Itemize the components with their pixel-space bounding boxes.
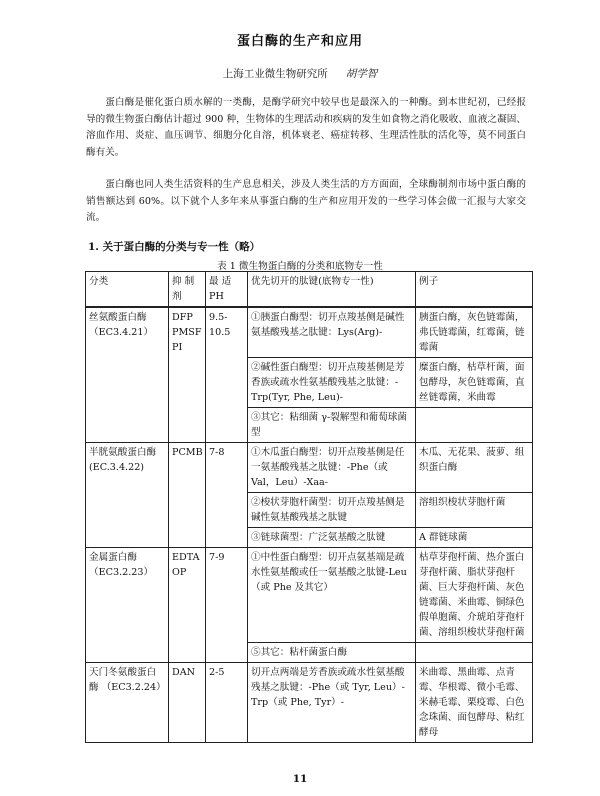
category-cell: 天门冬氨酸蛋白酶 （EC3.2.24） [86, 663, 169, 743]
specificity-cell: ①中性蛋白酶型：切开点氨基端是疏水性氨基酸或任一氨基酸之肽键-Leu（或 Phe 及其它） [248, 548, 416, 643]
table-row [86, 548, 533, 643]
ph-cell: 2-5 [206, 663, 248, 743]
category-cell: 半胱氨酸蛋白酶(EC.3.4.22) [86, 443, 169, 548]
table-row [86, 443, 533, 493]
institute: 上海工业微生物研究所 [222, 68, 328, 80]
inhibitor-cell: EDTA OP [169, 548, 206, 663]
examples-cell: 木瓜、无花果、菠萝、组织蛋白酶 [416, 443, 533, 493]
table-row [86, 307, 533, 358]
specificity-cell: ③其它：粘细菌 γ-裂解型和葡萄球菌型 [248, 408, 416, 443]
specificity-cell: ①胰蛋白酶型：切开点羧基侧是碱性氨基酸残基之肽键：Lys(Arg)- [248, 307, 416, 358]
examples-cell: 糜蛋白酶，枯草杆菌，面包酵母，灰色链霉菌，直丝链霉菌，米曲霉 [416, 358, 533, 408]
table-caption: 表 1 微生物蛋白酶的分类和底物专一性 [217, 261, 383, 272]
specificity-cell: 切开点两端是芳香族或疏水性氨基酸残基之肽键：-Phe（或 Tyr, Leu）-Trp（或 Phe, Tyr）- [248, 663, 416, 743]
examples-cell: 米曲霉、黑曲霉、点青霉、华根霉、微小毛霉、米赫毛霉、栗疫霉、白色念珠菌、面包酵母、粘红酵母 [416, 663, 533, 743]
section-heading: 1. 关于蛋白酶的分类与专一性（略） [88, 241, 261, 253]
inhibitor-cell: DAN [169, 663, 206, 743]
header-inhibitor: 抑 制 剂 [169, 272, 206, 308]
header-examples: 例子 [416, 272, 533, 308]
specificity-cell: ①木瓜蛋白酶型：切开点羧基侧是任一氨基酸残基之肽键：-Phe（或 Val，Leu）-Xaa- [248, 443, 416, 493]
specificity-cell: ⑤其它：粘杆菌蛋白酶 [248, 643, 416, 663]
header-ph: 最 适 PH [206, 272, 248, 308]
examples-cell: A 群链球菌 [416, 528, 533, 548]
protease-table [85, 271, 533, 743]
examples-cell: 胰蛋白酶，灰色链霉菌，弗氏链霉菌，红霉菌，链霉菌 [416, 307, 533, 358]
examples-cell [416, 408, 533, 443]
examples-cell: 溶组织梭状芽胞杆菌 [416, 493, 533, 528]
inhibitor-cell: DFP PMSF PI [169, 307, 206, 443]
examples-cell [416, 643, 533, 663]
table-header-row [86, 272, 533, 308]
specificity-cell: ③链球菌型：广泛氨基酸之肽键 [248, 528, 416, 548]
inhibitor-cell: PCMB [169, 443, 206, 548]
examples-cell: 枯草芽孢杆菌、热介蛋白芽孢杆菌、脂状芽孢杆菌、巨大芽孢杆菌、灰色链霉菌、米曲霉、铜绿色假单胞菌、介琥珀芽孢杆菌、溶组织梭状芽孢杆菌 [416, 548, 533, 643]
author: 胡学智 [345, 68, 378, 80]
category-cell: 金属蛋白酶 （EC3.2.23） [86, 548, 169, 663]
category-cell: 丝氨酸蛋白酶 （EC3.4.21） [86, 307, 169, 443]
intro-paragraph-2: 蛋白酶也同人类生活资料的生产息息相关，涉及人类生活的方方面面，全球酶制剂市场中蛋白酶的销售额达到 60%。以下就个人多年来从事蛋白酶的生产和应用开发的一些学习体会做一汇报与大家交流。 [86, 179, 526, 223]
table-row [86, 663, 533, 743]
header-category: 分类 [86, 272, 169, 308]
page-number: 11 [292, 773, 308, 785]
specificity-cell: ②梭状芽胞杆菌型：切开点羧基侧是碱性氨基酸残基之肽键 [248, 493, 416, 528]
ph-cell: 7-8 [206, 443, 248, 548]
intro-paragraph: 蛋白酶是催化蛋白质水解的一类酶，是酶学研究中较早也是最深入的一种酶。到本世纪初，已经报导的微生物蛋白酶估计超过 900 种，生物体的生理活动和疾病的发生如食物之消化吸收、血液之凝固、溶血作用、炎症、血压调节、细胞分化自溶，机体衰老、癌症转移、生理活性肽的活化等，莫不同蛋白酶有关。 [86, 97, 526, 158]
byline [0, 66, 600, 81]
article-title: 蛋白酶的生产和应用 [236, 34, 363, 49]
ph-cell: 7-9 [206, 548, 248, 663]
ph-cell: 9.5-10.5 [206, 307, 248, 443]
header-specificity: 优先切开的肽键(底物专一性) [248, 272, 416, 308]
specificity-cell: ②碱性蛋白酶型：切开点羧基侧是芳香族或疏水性氨基酸残基之肽键：-Trp(Tyr, Phe, Leu)- [248, 358, 416, 408]
